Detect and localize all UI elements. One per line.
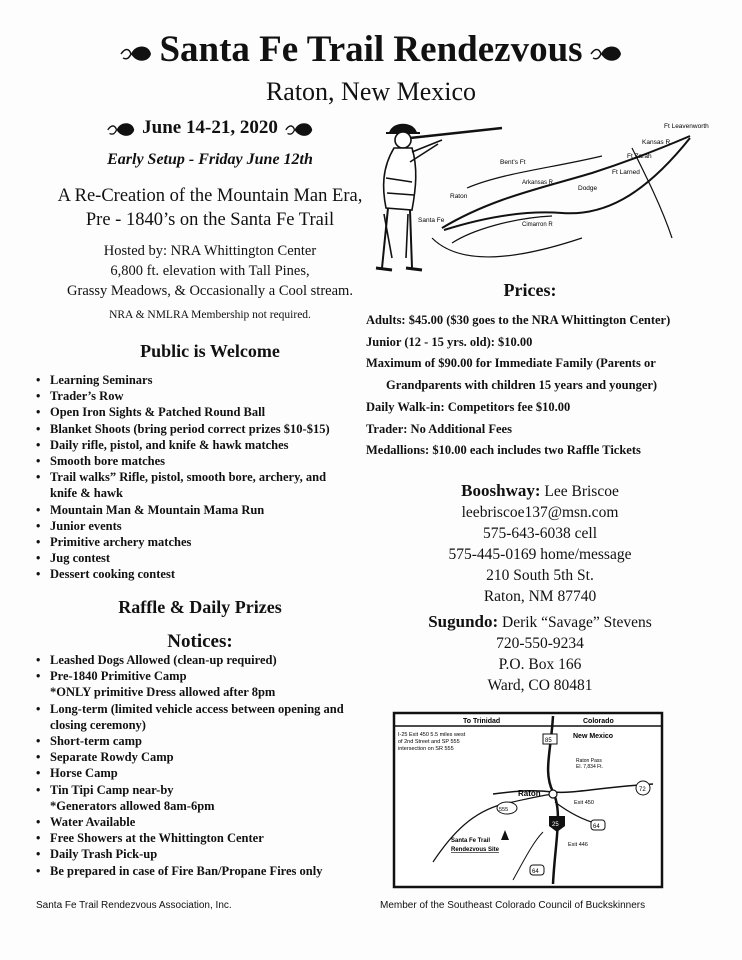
list-item: • Separate Rowdy Camp bbox=[36, 749, 376, 765]
page-title bbox=[0, 28, 742, 71]
notices-heading: Notices: bbox=[167, 631, 233, 652]
prices-list bbox=[366, 310, 706, 462]
list-item: • Tin Tipi Camp near-by bbox=[36, 782, 376, 798]
map-label: Cimarron R bbox=[522, 222, 553, 228]
list-item: • Open Iron Sights & Patched Round Ball bbox=[36, 404, 376, 420]
list-item: • Short-term camp bbox=[36, 733, 376, 749]
svg-text:25: 25 bbox=[552, 822, 559, 828]
early-setup: Early Setup - Friday June 12th bbox=[107, 151, 313, 168]
host-info bbox=[20, 241, 400, 301]
exit-446-label: Exit 446 bbox=[568, 842, 588, 848]
price-line: Maximum of $90.00 for Immediate Family (Parents or bbox=[366, 356, 656, 371]
era-description bbox=[20, 184, 400, 232]
list-item-continuation: *Generators allowed 8am-6pm bbox=[50, 798, 215, 813]
booshway-title bbox=[380, 480, 700, 502]
event-dates bbox=[60, 117, 360, 139]
footer-membership: Member of the Southeast Colorado Council of Buckskinners bbox=[380, 900, 646, 911]
trail-map-illustration bbox=[372, 118, 709, 278]
list-item: • Dessert cooking contest bbox=[36, 566, 376, 582]
list-item: • Trader’s Row bbox=[36, 388, 376, 404]
route-555-shield-icon bbox=[497, 802, 517, 814]
list-item: • Smooth bore matches bbox=[36, 453, 376, 469]
sugundo-title bbox=[380, 611, 700, 633]
svg-text:64: 64 bbox=[593, 824, 600, 830]
title-text: Santa Fe Trail Rendezvous bbox=[159, 29, 583, 70]
local-area-map bbox=[393, 712, 663, 888]
list-item: • Jug contest bbox=[36, 550, 376, 566]
leaf-ornament-icon bbox=[284, 119, 314, 139]
to-trinidad-label: To Trinidad bbox=[463, 718, 501, 725]
booshway-email: leebriscoe137@msn.com bbox=[461, 504, 619, 521]
site-label: Rendezvous Site bbox=[451, 847, 500, 853]
list-item-continuation: knife & hawk bbox=[50, 486, 123, 501]
exit-450-label: Exit 450 bbox=[574, 800, 594, 806]
list-item: • Junior events bbox=[36, 518, 376, 534]
route-85-shield-icon bbox=[543, 734, 557, 744]
leaf-ornament-icon bbox=[119, 42, 153, 64]
sugundo-phone: 720-550-9234 bbox=[496, 635, 584, 652]
map-label: Ft Larned bbox=[612, 169, 640, 176]
sugundo-box: P.O. Box 166 bbox=[498, 656, 582, 673]
route-72-shield-icon bbox=[636, 781, 650, 795]
page-subtitle: Raton, New Mexico bbox=[265, 77, 477, 106]
booshway-home: 575-445-0169 home/message bbox=[448, 546, 632, 563]
membership-note: NRA & NMLRA Membership not required. bbox=[109, 309, 311, 321]
host-line: 6,800 ft. elevation with Tall Pines, bbox=[110, 263, 310, 279]
colorado-label: Colorado bbox=[583, 718, 614, 725]
exit-450-marker-icon bbox=[549, 790, 557, 798]
price-line: Grandparents with children 15 years and younger) bbox=[386, 378, 658, 393]
leaf-ornament-icon bbox=[106, 119, 136, 139]
raton-pass-label: El. 7,834 Ft. bbox=[576, 764, 603, 770]
footer-association: Santa Fe Trail Rendezvous Association, Inc. bbox=[36, 900, 232, 911]
map-label: Dodge bbox=[578, 185, 598, 192]
booshway-contact bbox=[380, 480, 700, 607]
booshway-city: Raton, NM 87740 bbox=[483, 588, 597, 605]
sugundo-name: Derik “Savage” Stevens bbox=[502, 614, 652, 631]
list-item: • Learning Seminars bbox=[36, 372, 376, 388]
dates-text: June 14-21, 2020 bbox=[142, 117, 278, 138]
list-item: • Horse Camp bbox=[36, 765, 376, 781]
list-item: • Long-term (limited vehicle access between opening and bbox=[36, 701, 376, 717]
raffle-heading: Raffle & Daily Prizes bbox=[118, 597, 282, 617]
map-label: Ft Zarah bbox=[627, 153, 652, 160]
map-label: Bent’s Ft bbox=[500, 159, 526, 166]
price-line: Adults: $45.00 ($30 goes to the NRA Whittington Center) bbox=[366, 313, 671, 327]
price-line: Medallions: $10.00 each includes two Raffle Tickets bbox=[366, 443, 641, 458]
era-line: Pre - 1840’s on the Santa Fe Trail bbox=[85, 210, 335, 230]
leaf-ornament-icon bbox=[589, 42, 623, 64]
directions-line: I-25 Exit 450 5.5 miles west bbox=[398, 732, 466, 738]
booshway-street: 210 South 5th St. bbox=[486, 567, 594, 584]
map-label: Raton bbox=[450, 193, 468, 200]
list-item: • Blanket Shoots (bring period correct prizes $10-$15) bbox=[36, 421, 376, 437]
mountain-man-figure bbox=[376, 125, 502, 271]
svg-text:72: 72 bbox=[639, 787, 646, 793]
raton-map-label: Raton bbox=[518, 789, 541, 798]
host-line: Hosted by: NRA Whittington Center bbox=[103, 243, 317, 259]
activities-list bbox=[36, 372, 376, 583]
list-item: • Daily rifle, pistol, and knife & hawk matches bbox=[36, 437, 376, 453]
list-item: • Primitive archery matches bbox=[36, 534, 376, 550]
list-item: • Water Available bbox=[36, 814, 376, 830]
booshway-role: Booshway: bbox=[461, 481, 541, 500]
directions-line: intersection on SR 555 bbox=[398, 746, 454, 752]
sugundo-role: Sugundo: bbox=[428, 612, 499, 631]
list-item: • Trail walks” Rifle, pistol, smooth bore, archery, and bbox=[36, 469, 376, 485]
sugundo-contact bbox=[380, 611, 700, 696]
price-line: Trader: No Additional Fees bbox=[366, 421, 512, 436]
list-item: • Daily Trash Pick-up bbox=[36, 846, 376, 862]
list-item-continuation: closing ceremony) bbox=[50, 717, 146, 732]
list-item: • Mountain Man & Mountain Mama Run bbox=[36, 502, 376, 518]
route-64-shield-icon bbox=[530, 865, 544, 875]
svg-text:64: 64 bbox=[532, 869, 539, 875]
svg-text:555: 555 bbox=[499, 807, 509, 813]
prices-heading: Prices: bbox=[503, 280, 557, 300]
price-line: Daily Walk-in: Competitors fee $10.00 bbox=[366, 399, 571, 414]
new-mexico-label: New Mexico bbox=[573, 733, 614, 740]
list-item-continuation: *ONLY primitive Dress allowed after 8pm bbox=[50, 685, 276, 700]
map-label: Arkansas R bbox=[522, 180, 554, 186]
list-item: • Leashed Dogs Allowed (clean-up required) bbox=[36, 652, 376, 668]
list-item: • Be prepared in case of Fire Ban/Propane Fires only bbox=[36, 863, 376, 879]
map-label: Kansas R bbox=[642, 139, 671, 146]
svg-text:85: 85 bbox=[545, 738, 552, 744]
map-label: Ft Leavenworth bbox=[664, 123, 709, 130]
price-line: Junior (12 - 15 yrs. old): $10.00 bbox=[366, 334, 533, 349]
list-item: • Pre-1840 Primitive Camp bbox=[36, 668, 376, 684]
list-item: • Free Showers at the Whittington Center bbox=[36, 830, 376, 846]
era-line: A Re-Creation of the Mountain Man Era, bbox=[57, 186, 363, 206]
public-heading: Public is Welcome bbox=[140, 341, 280, 361]
route-64-shield-icon bbox=[591, 820, 605, 830]
raton-pass-label: Raton Pass bbox=[576, 758, 602, 764]
map-label: Santa Fe bbox=[418, 217, 445, 224]
booshway-name: Lee Briscoe bbox=[544, 483, 619, 500]
host-line: Grassy Meadows, & Occasionally a Cool stream. bbox=[67, 283, 353, 299]
directions-line: of 2nd Street and SP 555 bbox=[398, 739, 460, 745]
notices-list bbox=[36, 652, 376, 879]
booshway-cell: 575-643-6038 cell bbox=[482, 525, 598, 542]
sugundo-city: Ward, CO 80481 bbox=[487, 677, 593, 694]
site-label: Santa Fe Trail bbox=[451, 838, 491, 844]
